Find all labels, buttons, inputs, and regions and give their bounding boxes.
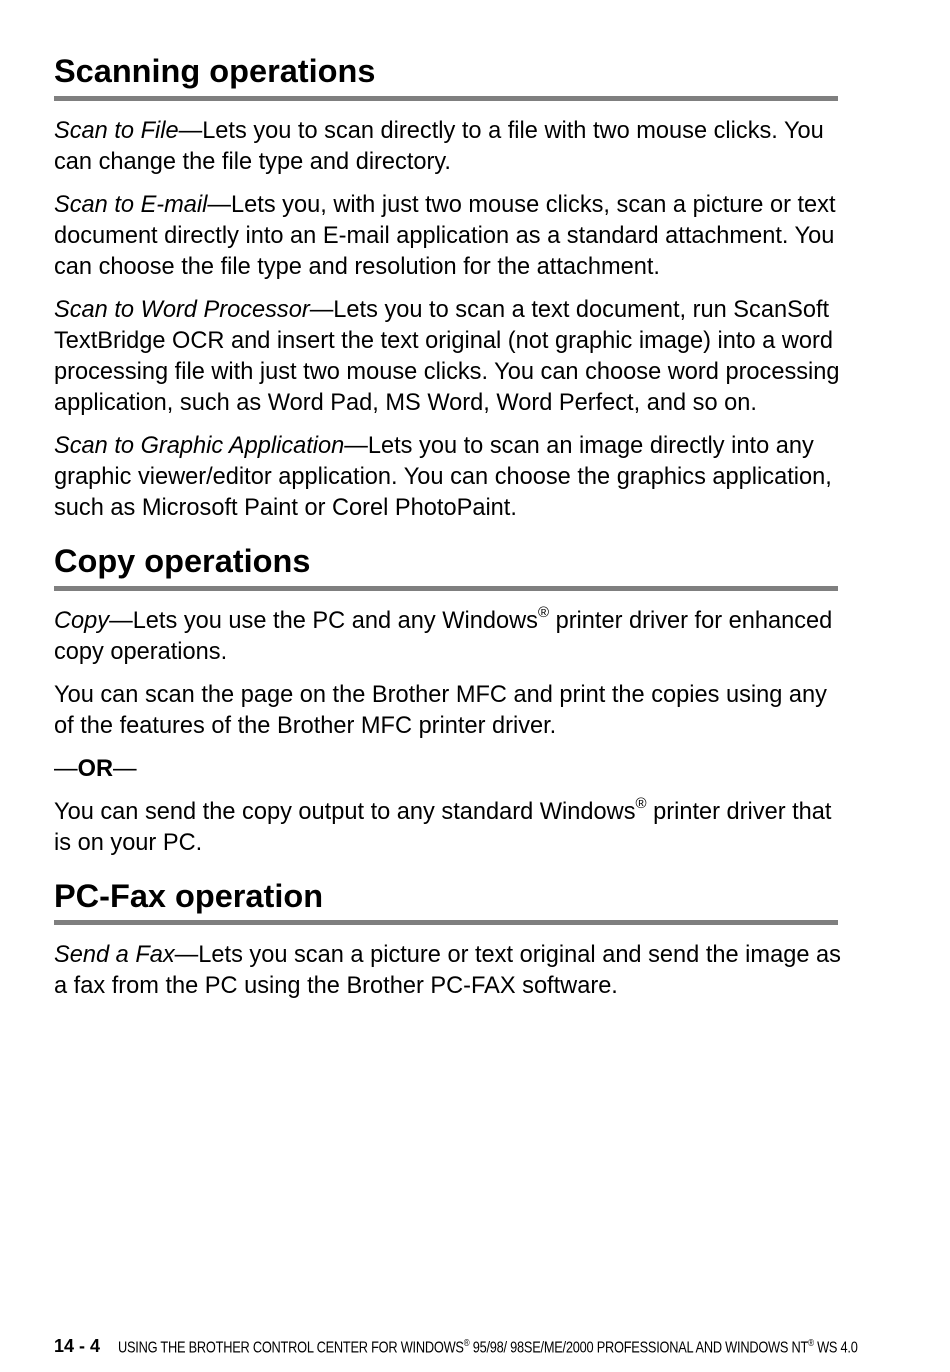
page-footer [54, 1336, 934, 1357]
or-label: OR [77, 755, 113, 782]
copy-scan-print-paragraph: You can scan the page on the Brother MFC and print the copies using any of the features of the Brother MFC printer driver. [54, 681, 827, 739]
section-spacer [54, 859, 844, 879]
scan-to-word-processor-paragraph [54, 295, 844, 419]
scan-to-graphic-application-paragraph [54, 431, 844, 524]
scan-to-graphic-application-description: —Lets you to scan an image directly into any graphic viewer/editor application. You can choose the graphics application, such as Microsoft Paint or Corel PhotoPaint. [54, 432, 832, 521]
running-footer-text-c: WS 4.0 [813, 1339, 858, 1356]
running-footer-text-a: USING THE BROTHER CONTROL CENTER FOR WINDOWS [118, 1339, 464, 1356]
scan-to-file-paragraph [54, 116, 844, 178]
pc-fax-operation-heading: PC-Fax operation [54, 879, 838, 926]
scan-to-word-processor-term: Scan to Word Processor [54, 296, 310, 323]
or-dash-right: — [112, 755, 137, 782]
scan-to-file-term: Scan to File [54, 117, 179, 144]
send-a-fax-term: Send a Fax [54, 942, 175, 969]
copy-output-text-b: printer driver that is on your PC. [54, 798, 832, 856]
scan-to-email-paragraph [54, 190, 844, 283]
copy-output-paragraph [54, 794, 844, 859]
copy-output-text-a: You can send the copy output to any standard Windows [54, 798, 636, 825]
registered-mark: ® [463, 1337, 470, 1349]
copy-description-a: —Lets you use the PC and any Windows [109, 607, 538, 634]
page-content [54, 54, 844, 1002]
scan-to-email-description: —Lets you, with just two mouse clicks, scan a picture or text document directly into an E-mail application as a standard attachment. You can choose the file type and resolution for the attachment. [54, 191, 836, 280]
running-footer [118, 1338, 858, 1357]
scan-to-file-description: —Lets you to scan directly to a file with two mouse clicks. You can change the file type and directory. [54, 117, 824, 175]
copy-paragraph [54, 603, 844, 668]
copy-operations-heading: Copy operations [54, 544, 838, 591]
registered-mark: ® [635, 794, 647, 812]
registered-mark: ® [808, 1337, 814, 1349]
running-footer-text-b: 95/98/ 98SE/ME/2000 PROFESSIONAL AND WINDOWS NT [469, 1339, 809, 1356]
send-a-fax-paragraph [54, 940, 844, 1002]
scan-to-email-term: Scan to E-mail [54, 191, 208, 218]
copy-term: Copy [54, 607, 110, 634]
page-number: 14 - 4 [54, 1336, 101, 1356]
copy-description-b: printer driver for enhanced copy operations. [54, 607, 833, 665]
registered-mark: ® [537, 603, 550, 621]
send-a-fax-description: —Lets you scan a picture or text original and send the image as a fax from the PC using the Brother PC-FAX software. [54, 942, 841, 1000]
or-separator [54, 754, 844, 785]
scan-to-word-processor-description: —Lets you to scan a text document, run ScanSoft TextBridge OCR and insert the text original (not graphic image) into a word processing file with just two mouse clicks. You can choose word processing application, such as Word Pad, MS Word, Word Perfect, and so on. [54, 296, 840, 416]
scanning-operations-heading: Scanning operations [54, 54, 838, 101]
section-spacer [54, 524, 844, 544]
or-dash-left: — [54, 755, 78, 782]
scan-to-graphic-application-term: Scan to Graphic Application [54, 432, 345, 459]
